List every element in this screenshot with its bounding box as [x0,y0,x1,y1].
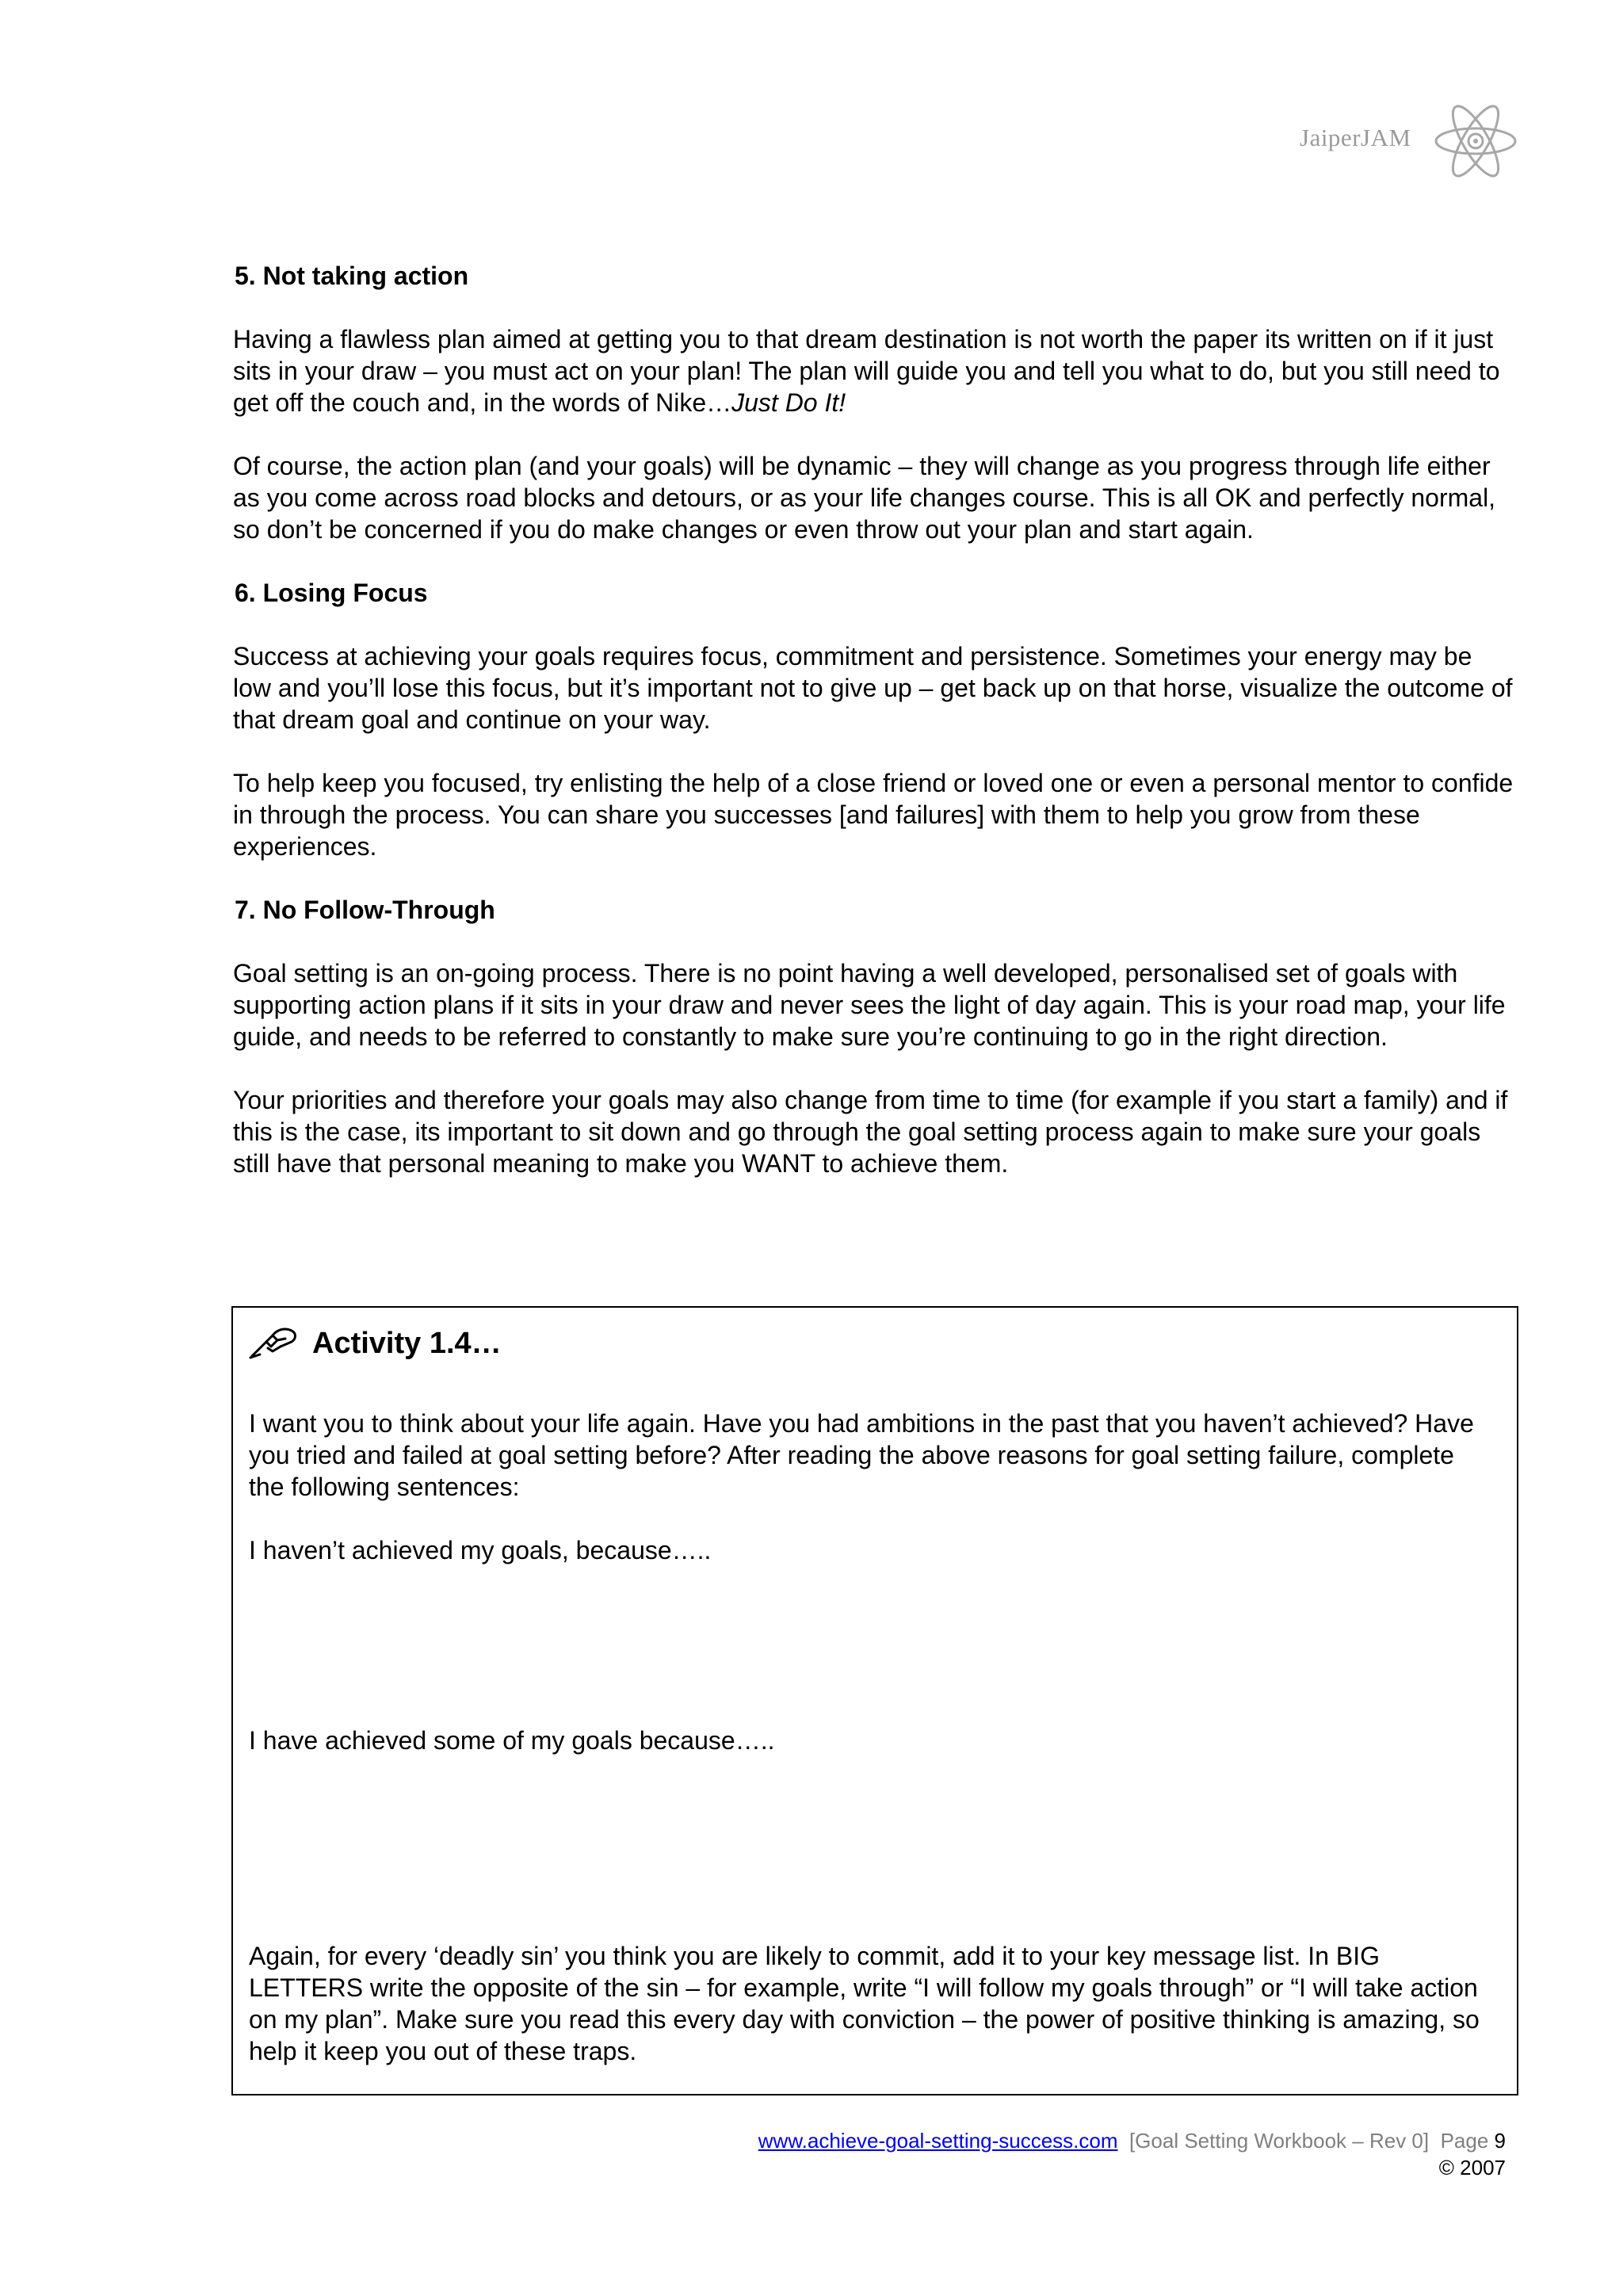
jaiperjam-logo [1300,101,1523,181]
atom-logo-icon [1428,101,1523,181]
footer-line-1 [758,2127,1506,2154]
page-number: 9 [1494,2129,1506,2153]
activity-title [249,1324,502,1363]
website-link[interactable]: www.achieve-goal-setting-success.com [758,2129,1118,2153]
logo-text: JaiperJAM [1300,124,1411,151]
page-label: Page [1440,2129,1489,2153]
section-heading: 7. No Follow-Through [235,896,495,924]
paragraph-italic-text: Just Do It! [731,388,846,417]
activity-intro: I want you to think about your life again. Have you had ambitions in the past that you haven’t achieved? Have you tried and failed at goal setting before? After reading the above reasons for goal setting failure, complete the following sentences: [249,1409,1474,1501]
writing-hand-icon [249,1324,300,1359]
paragraph: Your priorities and therefore your goals may also change from time to time (for example if you start a family) and if this is the case, its important to sit down and go through the goal setting process again to make sure your goals still have that personal meaning to make you WANT to achieve them. [233,1086,1508,1178]
activity-title-text: Activity 1.4… [312,1327,502,1360]
section-losing-focus [233,577,1517,862]
page-footer [758,2127,1506,2181]
activity-prompt-achieved: I have achieved some of my goals because….. [249,1726,775,1755]
activity-prompt-not-achieved: I haven’t achieved my goals, because….. [249,1536,712,1564]
activity-box [231,1306,1518,2095]
section-heading: 5. Not taking action [235,262,469,290]
paragraph [233,323,1517,418]
activity-closing: Again, for every ‘deadly sin’ you think you are likely to commit, add it to your key message list. In BIG LETTERS write the opposite of the sin – for example, write “I will follow my goals through” or “I will take action on my plan”. Make sure you read this every day with conviction – the power of positive thinking is amazing, so help it keep you out of these traps. [249,1942,1480,2065]
paragraph: Of course, the action plan (and your goals) will be dynamic – they will change as you progress through life either as you come across road blocks and detours, or as your life changes course. This is all OK and perfectly normal, so don’t be concerned if you do make changes or even throw out your plan and start again. [233,452,1496,544]
copyright: © 2007 [1438,2156,1506,2179]
main-content [233,260,1517,1211]
section-not-taking-action [233,260,1517,545]
section-heading: 6. Losing Focus [235,579,428,607]
workbook-label: [Goal Setting Workbook – Rev 0] [1128,2129,1430,2153]
paragraph-text: Having a flawless plan aimed at getting you to that dream destination is not worth the paper its written on if it just sits in your draw – you must act on your plan! The plan will guide you and tell you what to do, but you still need to get off the couch and, in the words of Nike… [233,325,1500,417]
section-no-follow-through [233,894,1517,1179]
paragraph: Goal setting is an on-going process. There is no point having a well developed, personalised set of goals with supporting action plans if it sits in your draw and never sees the light of day again. This is your road map, your life guide, and needs to be referred to constantly to make sure you’re continuing to go in the right direction. [233,959,1506,1051]
paragraph: To help keep you focused, try enlisting the help of a close friend or loved one or even a personal mentor to confide in through the process. You can share you successes [and failures] with them to help you grow from these experiences. [233,769,1514,861]
paragraph: Success at achieving your goals requires focus, commitment and persistence. Sometimes your energy may be low and you’ll lose this focus, but it’s important not to give up – get back up on that horse, visualize the outcome of that dream goal and continue on your way. [233,642,1513,734]
